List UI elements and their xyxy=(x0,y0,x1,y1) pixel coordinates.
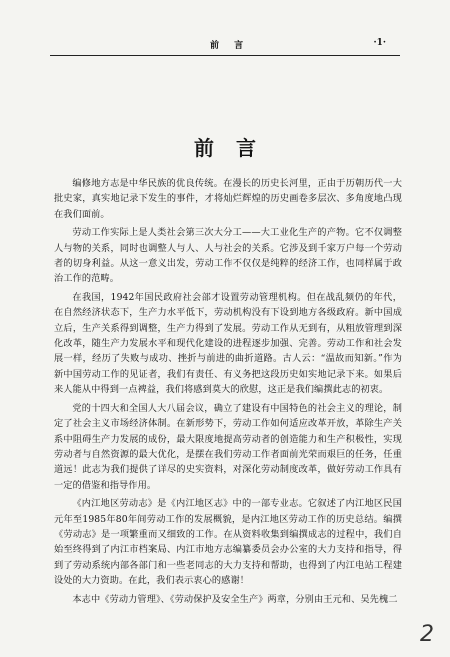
paragraph-1: 编修地方志是中华民族的优良传统。在漫长的历史长河里，正由于历朝历代一大批史家，真实地记录下发生的事件，才将灿烂辉煌的历史画卷多层次、多角度地凸现在我们面前。 xyxy=(54,178,402,220)
page-number: ·1· xyxy=(373,38,386,48)
header-divider xyxy=(50,55,400,56)
paragraph-5: 《内江地区劳动志》是《内江地区志》中的一部专业志。它叙述了内江地区民国元年至1985年80年间劳动工作的发展概貌，是内江地区劳动工作的历史总结。编撰《劳动志》是一项繁重而又细致的工作。在从资料收集到编撰成志的过程中，我们自始至终得到了内江市档案局、内江市地方志编纂委员会办公室的大力支持和指导，得到了劳动系统内部各部门和一些老同志的大力支持和帮助，也得到了内江电站工程建设处的大力资助。在此，我们表示衷心的感谢！ xyxy=(54,498,402,587)
page-title: 前言 xyxy=(194,136,278,160)
running-title: 前 言 xyxy=(210,41,250,51)
paragraph-3: 在我国，1942年国民政府社会部才设置劳动管理机构。但在战乱频仍的年代，在自然经济状态下，生产力水平低下，劳动机构没有下设到地方各级政府。新中国成立后，生产关系得到调整，生产力得到了发展。劳动工作从无到有，从粗放管理到深化改革，随生产力发展水平和现代化建设的进程逐步加强、完善。劳动工作和社会发展一样，经历了失败与成功、挫折与前进的曲折道路。古人云：“温故而知新。”作为新中国劳动工作的见证者，我们有责任、有义务把这段历史如实地记录下来。如果后来人能从中得到一点裨益，我们将感到莫大的欣慰，这正是我们编撰此志的初衷。 xyxy=(54,291,402,396)
paragraph-4: 党的十四大和全国人大八届会议，确立了建设有中国特色的社会主义的理论，制定了社会主义市场经济体制。在新形势下，劳动工作如何适应改革开放，革除生产关系中阻碍生产力发展的成份，最大限度地提高劳动者的创造能力和生产积极性，实现劳动者与自然资源的最大优化，是摆在我们劳动工作者面前光荣而艰巨的任务，任重道远！此志为我们提供了详尽的史实资料，对深化劳动制度改革，做好劳动工作具有一定的借鉴和指导作用。 xyxy=(54,402,402,491)
body-text xyxy=(54,176,402,610)
running-header xyxy=(60,38,390,52)
handwritten-page-mark: 2 xyxy=(420,622,434,647)
paragraph-6: 本志中《劳动力管理》、《劳动保护及安全生产》两章，分别由王元和、吴先槐二 xyxy=(72,593,398,605)
paragraph-2: 劳动工作实际上是人类社会第三次大分工——大工业化生产的产物。它不仅调整人与物的关系，同时也调整人与人、人与社会的关系。它涉及到千家万户每一个劳动者的切身利益。从这一意义出发，劳动工作不仅仅是纯粹的经济工作，也同样属于政治工作的范畴。 xyxy=(54,227,402,285)
